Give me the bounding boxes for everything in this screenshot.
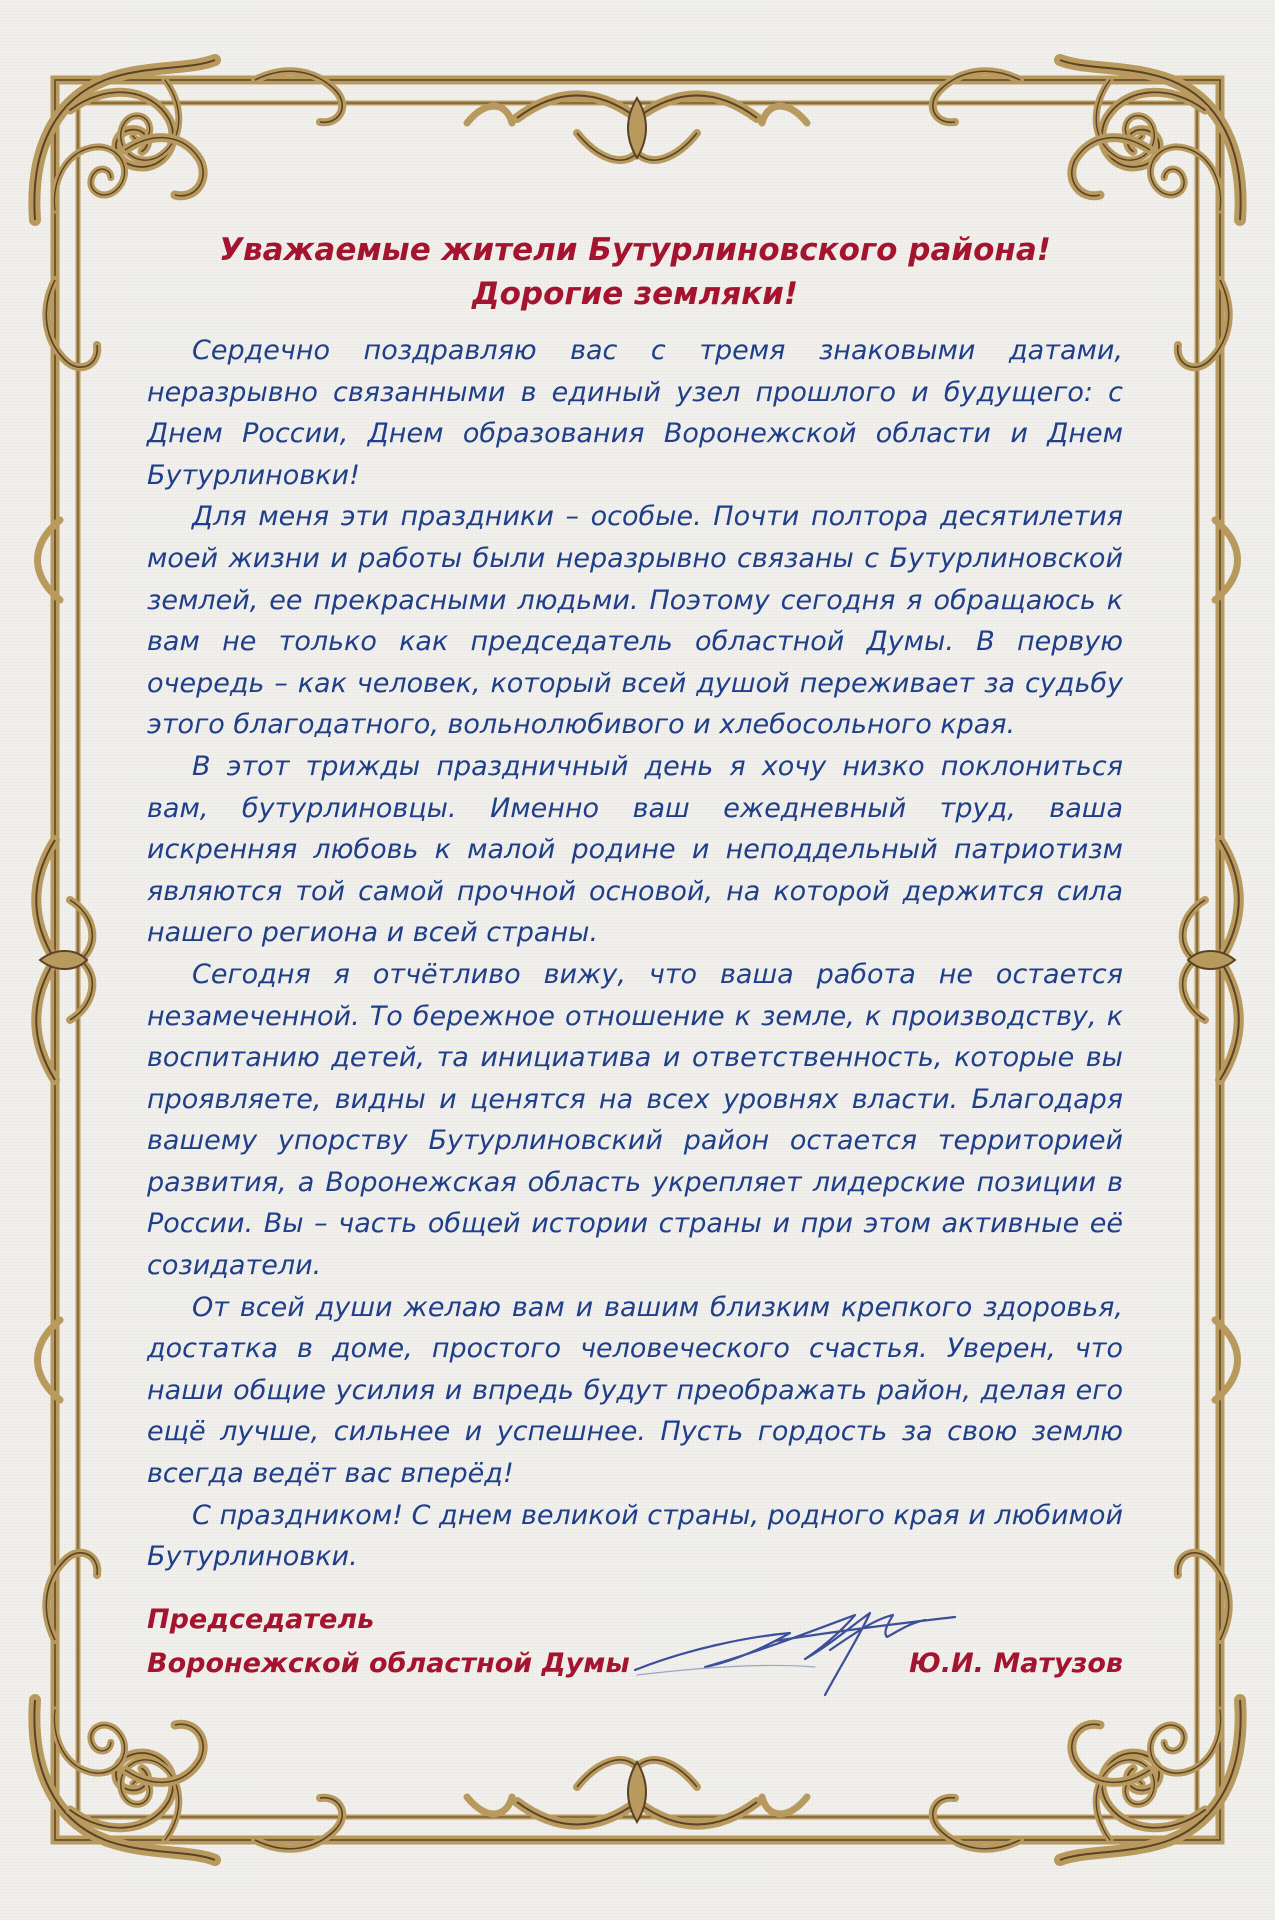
- signature-block: [147, 1598, 1123, 1698]
- letter-greeting: [147, 228, 1123, 316]
- role-line-2: Воронежской областной Думы: [147, 1648, 630, 1679]
- letter-content: [147, 228, 1123, 1578]
- greeting-line-2: Дорогие земляки!: [471, 276, 798, 312]
- paragraph: Для меня эти праздники – особые. Почти полтора десятилетия моей жизни и работы были неразрывно связаны с Бутурлиновской землей, ее прекрасными людьми. Поэтому сегодня я обращаюсь к вам не только как председатель областной Думы. В первую очередь – как человек, который всей душой переживает за судьбу этого благодатного, вольнолюбивого и хлебосольного края.: [147, 501, 1123, 741]
- letter-body: [147, 330, 1123, 1578]
- paragraph: С праздником! С днем великой страны, родного края и любимой Бутурлиновки.: [147, 1499, 1123, 1573]
- role-line-1: Председатель: [147, 1604, 375, 1635]
- greeting-line-1: Уважаемые жители Бутурлиновского района!: [219, 232, 1051, 268]
- paragraph: От всей души желаю вам и вашим близким крепкого здоровья, достатка в доме, простого человеческого счастья. Уверен, что наши общие усилия и впредь будут преображать район, делая его ещё лучше, сильнее и успешнее. Пусть гордость за свою землю всегда ведёт вас вперёд!: [147, 1291, 1123, 1490]
- paragraph: Сердечно поздравляю вас с тремя знаковыми датами, неразрывно связанными в единый узел прошлого и будущего: с Днем России, Днем образования Воронежской области и Днем Бутурлиновки!: [147, 335, 1123, 491]
- signatory-role: [147, 1598, 630, 1686]
- paragraph: Сегодня я отчётливо вижу, что ваша работа не остается незамеченной. То бережное отношение к земле, к производству, к воспитанию детей, та инициатива и ответственность, которые вы проявляете, видны и ценятся на всех уровнях власти. Благодаря вашему упорству Бутурлиновский район остается территорией развития, а Воронежская область укрепляет лидерские позиции в России. Вы – часть общей истории страны и при этом активные её созидатели.: [147, 958, 1123, 1282]
- paragraph: В этот трижды праздничный день я хочу низко поклониться вам, бутурлиновцы. Именно ваш ежедневный труд, ваша искренняя любовь к малой родине и неподдельный патриотизм являются той самой прочной основой, на которой держится сила нашего региона и всей страны.: [147, 750, 1123, 949]
- signatory-name: Ю.И. Матузов: [909, 1648, 1123, 1679]
